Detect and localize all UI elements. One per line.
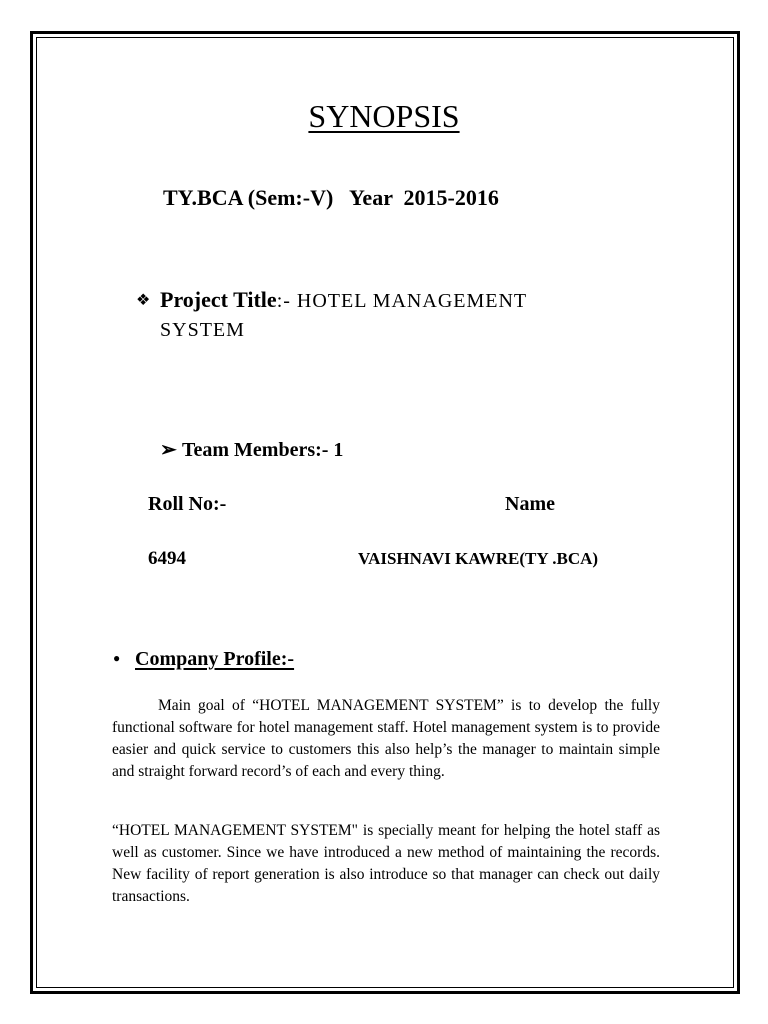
company-profile-heading [113,645,294,672]
team-members-heading [160,437,343,463]
roll-no-header: Roll No:- [148,493,227,515]
class-year: TY.BCA (Sem:-V) Year 2015-2016 [163,185,499,210]
round-bullet-icon: ● [113,651,121,665]
company-profile-label: Company Profile:- [135,648,295,670]
arrow-bullet-icon: ➢ [160,439,177,461]
document-title [0,96,768,136]
project-title-label: Project Title [160,287,277,312]
project-title-value-continued: SYSTEM [160,319,245,341]
diamond-bullet-icon: ❖ [136,292,151,309]
project-title-line [136,286,527,315]
project-title-value: HOTEL MANAGEMENT [296,290,528,312]
company-profile-paragraph-2: “HOTEL MANAGEMENT SYSTEM" is specially meant for helping the hotel staff as well as customer. Since we have introduced a new method of maintaining the records. New facility of report generation is also introduce so that manager can check out daily transactions. [112,822,660,905]
company-profile-paragraph-1: Main goal of “HOTEL MANAGEMENT SYSTEM” is to develop the fully functional software for hotel management staff. Hotel management system is to provide easier and quick service to customers this also help’s the manager to maintain simple and straight forward record’s of each and every thing. [112,697,660,780]
team-members-label: Team Members:- 1 [182,439,344,461]
name-header: Name [505,493,555,515]
project-title-separator: :- [276,290,297,312]
member-roll-no: 6494 [148,548,186,569]
member-name: VAISHNAVI KAWRE(TY .BCA) [358,549,599,568]
document-title-text: SYNOPSIS [308,98,460,134]
